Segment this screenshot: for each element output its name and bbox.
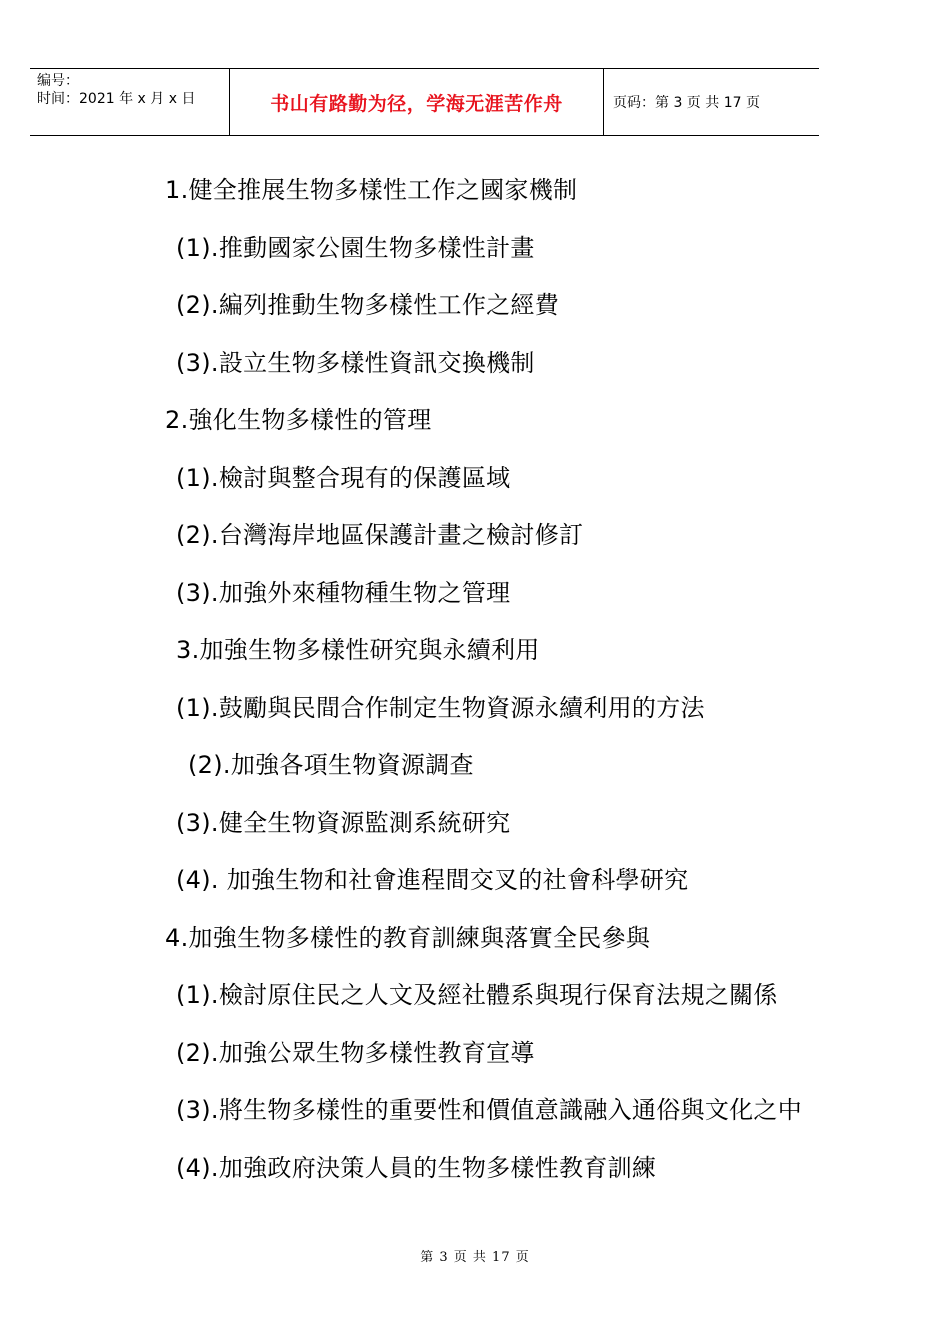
section-heading-4: 4.加強生物多樣性的教育訓練與落實全民參與 xyxy=(165,924,651,952)
list-item-1-1: (1).推動國家公園生物多樣性計畫 xyxy=(176,234,535,262)
section-heading-1: 1.健全推展生物多樣性工作之國家機制 xyxy=(165,176,578,204)
list-item-1-2: (2).編列推動生物多樣性工作之經費 xyxy=(176,291,560,319)
page-header xyxy=(30,68,819,136)
list-item-3-3: (3).健全生物資源監測系統研究 xyxy=(176,809,511,837)
header-page-info: 页码：第 3 页 共 17 页 xyxy=(613,95,760,111)
list-item-4-4: (4).加強政府決策人員的生物多樣性教育訓練 xyxy=(176,1154,657,1182)
section-heading-3: 3.加強生物多樣性研究與永續利用 xyxy=(176,636,540,664)
list-item-2-3: (3).加強外來種物種生物之管理 xyxy=(176,579,511,607)
document-time-label: 时间：2021 年 x 月 x 日 xyxy=(37,91,196,107)
document-number-label: 编号： xyxy=(37,73,79,89)
list-item-2-2: (2).台灣海岸地區保護計畫之檢討修訂 xyxy=(176,521,584,549)
header-motto: 书山有路勤为径，学海无涯苦作舟 xyxy=(270,92,563,115)
list-item-4-1: (1).檢討原住民之人文及經社體系與現行保育法規之關係 xyxy=(176,981,778,1009)
section-heading-2: 2.強化生物多樣性的管理 xyxy=(165,406,432,434)
page-footer: 第 3 页 共 17 页 xyxy=(420,1250,530,1265)
list-item-1-3: (3).設立生物多樣性資訊交換機制 xyxy=(176,349,535,377)
list-item-4-3: (3).將生物多樣性的重要性和價值意識融入通俗與文化之中 xyxy=(176,1096,803,1124)
list-item-4-2: (2).加強公眾生物多樣性教育宣導 xyxy=(176,1039,535,1067)
list-item-3-1: (1).鼓勵與民間合作制定生物資源永續利用的方法 xyxy=(176,694,705,722)
header-page-cell xyxy=(604,69,819,135)
list-item-3-4: (4). 加強生物和社會進程間交叉的社會科學研究 xyxy=(176,866,689,894)
header-motto-cell xyxy=(229,69,604,135)
header-meta-cell xyxy=(30,69,229,135)
list-item-2-1: (1).檢討與整合現有的保護區域 xyxy=(176,464,511,492)
list-item-3-2: (2).加強各項生物資源調查 xyxy=(188,751,474,779)
